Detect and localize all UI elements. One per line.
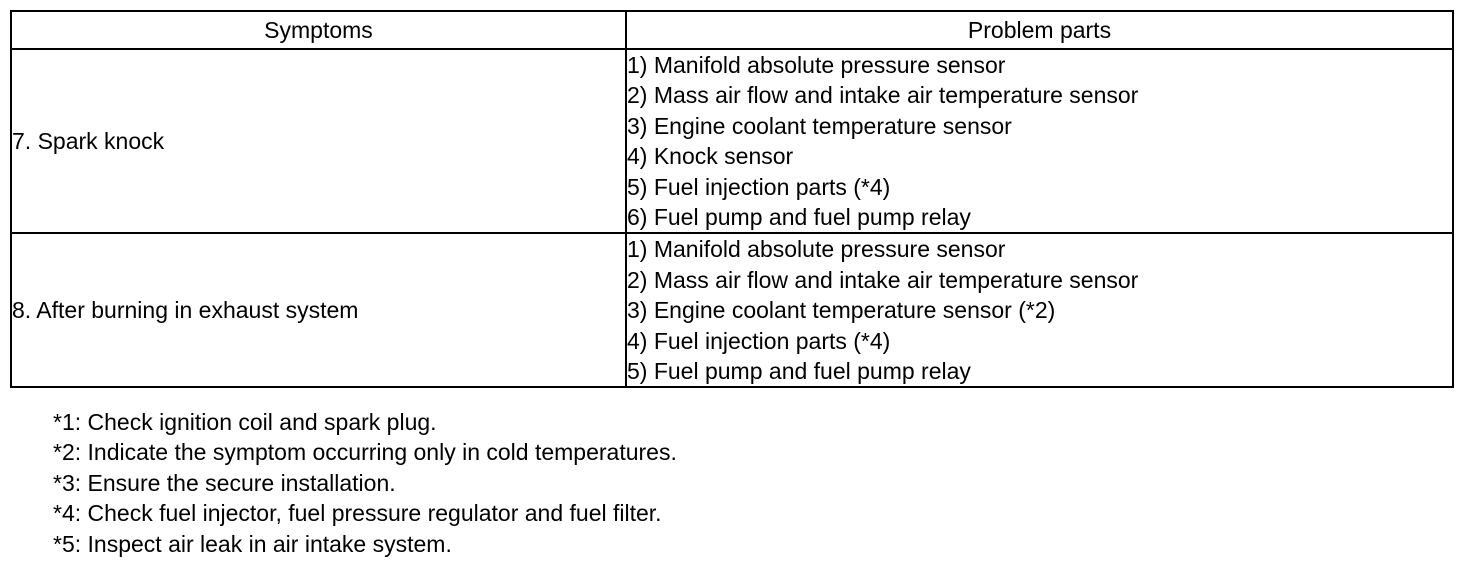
footnote: *5: Inspect air leak in air intake system. bbox=[53, 530, 452, 557]
list-item: 1) Manifold absolute pressure sensor bbox=[627, 236, 1006, 263]
symptom-diagnosis-table bbox=[10, 10, 1454, 388]
list-item: 4) Fuel injection parts (*4) bbox=[627, 327, 891, 354]
problem-parts-column-header: Problem parts bbox=[626, 11, 1453, 49]
list-item: 3) Engine coolant temperature sensor (*2) bbox=[627, 297, 1056, 324]
table-header-row bbox=[11, 11, 1453, 49]
footnotes-list bbox=[53, 407, 677, 559]
list-item: 1) Manifold absolute pressure sensor bbox=[627, 52, 1006, 78]
table-row bbox=[11, 49, 1453, 233]
list-item: 3) Engine coolant temperature sensor bbox=[627, 112, 1012, 139]
list-item: 5) Fuel injection parts (*4) bbox=[627, 173, 891, 200]
footnote: *4: Check fuel injector, fuel pressure regulator and fuel filter. bbox=[53, 500, 662, 527]
footnote: *3: Ensure the secure installation. bbox=[53, 469, 396, 496]
list-item: 6) Fuel pump and fuel pump relay bbox=[627, 203, 971, 230]
list-item: 5) Fuel pump and fuel pump relay bbox=[627, 357, 971, 384]
symptom-cell: 8. After burning in exhaust system bbox=[11, 233, 626, 387]
footnote: *2: Indicate the symptom occurring only in cold temperatures. bbox=[53, 439, 677, 466]
list-item: 2) Mass air flow and intake air temperature sensor bbox=[627, 82, 1139, 109]
list-item: 4) Knock sensor bbox=[627, 143, 794, 170]
problem-parts-cell bbox=[626, 49, 1453, 233]
symptom-cell: 7. Spark knock bbox=[11, 49, 626, 233]
symptoms-column-header: Symptoms bbox=[11, 11, 626, 49]
problem-parts-cell bbox=[626, 233, 1453, 387]
table-row bbox=[11, 233, 1453, 387]
diagnosis-table-container bbox=[10, 10, 1452, 388]
list-item: 2) Mass air flow and intake air temperature sensor bbox=[627, 266, 1139, 293]
problem-parts-list bbox=[627, 234, 1452, 386]
problem-parts-list bbox=[627, 50, 1452, 232]
footnote: *1: Check ignition coil and spark plug. bbox=[53, 409, 437, 435]
